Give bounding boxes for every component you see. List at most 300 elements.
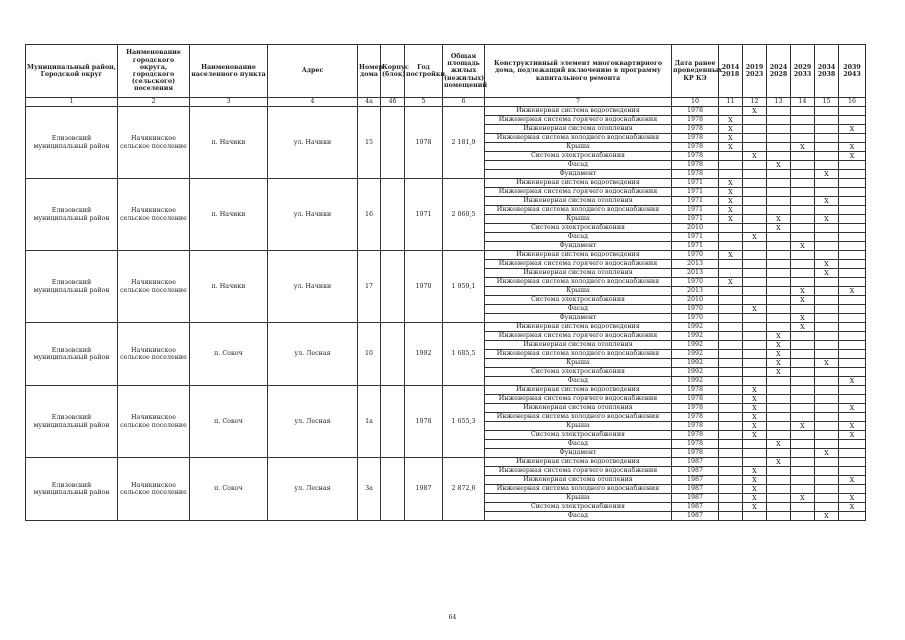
district-cell: Елизовский муниципальный район (26, 251, 118, 323)
previous-repair-date-cell: 1970 (672, 314, 719, 323)
area-cell: 2 060,5 (443, 179, 485, 251)
period-mark-cell: X (839, 476, 866, 485)
period-mark-cell (767, 305, 791, 314)
period-mark-cell (743, 359, 767, 368)
year-built-cell: 1987 (405, 458, 443, 521)
house-number-cell: 10 (358, 323, 381, 386)
period-mark-cell (815, 377, 839, 386)
period-mark-cell (791, 269, 815, 278)
previous-repair-date-cell: 1978 (672, 161, 719, 170)
period-mark-cell (815, 494, 839, 503)
period-mark-cell (719, 431, 743, 440)
previous-repair-date-cell: 1978 (672, 152, 719, 161)
period-mark-cell (767, 260, 791, 269)
previous-repair-date-cell: 1978 (672, 125, 719, 134)
period-mark-cell: X (839, 404, 866, 413)
col-number: 11 (719, 98, 743, 107)
settlement-cell: Начикинское сельское поселение (118, 386, 190, 458)
period-mark-cell (815, 341, 839, 350)
header-block: Корпус (блок) (381, 45, 405, 98)
period-mark-cell: X (743, 386, 767, 395)
year-built-cell: 1978 (405, 386, 443, 458)
period-mark-cell (839, 260, 866, 269)
period-mark-cell (767, 170, 791, 179)
previous-repair-date-cell: 1992 (672, 350, 719, 359)
period-mark-cell (791, 305, 815, 314)
col-number: 14 (791, 98, 815, 107)
period-mark-cell (839, 251, 866, 260)
period-mark-cell: X (791, 296, 815, 305)
period-mark-cell (839, 413, 866, 422)
element-name-cell: Инженерная система горячего водоснабжения (485, 260, 672, 269)
element-name-cell: Фасад (485, 377, 672, 386)
street-cell: ул. Начики (268, 107, 358, 179)
element-name-cell: Инженерная система холодного водоснабжения (485, 134, 672, 143)
element-name-cell: Фундамент (485, 242, 672, 251)
period-mark-cell: X (719, 116, 743, 125)
period-mark-cell (719, 269, 743, 278)
previous-repair-date-cell: 1971 (672, 197, 719, 206)
period-mark-cell: X (743, 476, 767, 485)
period-mark-cell (743, 440, 767, 449)
period-mark-cell (791, 206, 815, 215)
period-mark-cell (815, 143, 839, 152)
period-mark-cell: X (719, 188, 743, 197)
period-mark-cell (839, 224, 866, 233)
previous-repair-date-cell: 1987 (672, 494, 719, 503)
period-mark-cell (743, 269, 767, 278)
street-cell: ул. Лесная (268, 386, 358, 458)
previous-repair-date-cell: 1978 (672, 386, 719, 395)
period-mark-cell: X (791, 143, 815, 152)
col-number: 5 (405, 98, 443, 107)
element-name-cell: Инженерная система горячего водоснабжения (485, 467, 672, 476)
period-mark-cell (767, 395, 791, 404)
period-mark-cell (791, 377, 815, 386)
period-mark-cell (743, 458, 767, 467)
period-mark-cell (719, 494, 743, 503)
previous-repair-date-cell: 1992 (672, 332, 719, 341)
period-mark-cell (767, 494, 791, 503)
block-cell (381, 323, 405, 386)
area-cell: 1 685,5 (443, 323, 485, 386)
period-mark-cell (719, 404, 743, 413)
period-mark-cell (791, 485, 815, 494)
period-mark-cell (815, 134, 839, 143)
period-mark-cell (839, 323, 866, 332)
previous-repair-date-cell: 1987 (672, 512, 719, 521)
period-mark-cell (767, 125, 791, 134)
col-number: 3 (190, 98, 268, 107)
period-mark-cell (815, 314, 839, 323)
period-mark-cell: X (743, 404, 767, 413)
period-mark-cell (791, 341, 815, 350)
table-row (26, 107, 866, 116)
period-mark-cell: X (767, 224, 791, 233)
previous-repair-date-cell: 1978 (672, 134, 719, 143)
house-number-cell: 1а (358, 386, 381, 458)
period-mark-cell (719, 512, 743, 521)
period-mark-cell (815, 467, 839, 476)
period-mark-cell (767, 233, 791, 242)
period-mark-cell (791, 368, 815, 377)
table-row (26, 179, 866, 188)
period-mark-cell (743, 188, 767, 197)
period-mark-cell (839, 395, 866, 404)
period-mark-cell (815, 485, 839, 494)
element-name-cell: Инженерная система водоотведения (485, 386, 672, 395)
period-mark-cell: X (839, 377, 866, 386)
previous-repair-date-cell: 1970 (672, 305, 719, 314)
period-mark-cell (743, 215, 767, 224)
period-mark-cell (767, 116, 791, 125)
period-mark-cell (815, 350, 839, 359)
table-row (26, 251, 866, 260)
period-mark-cell (839, 458, 866, 467)
period-mark-cell: X (767, 440, 791, 449)
table-row (26, 458, 866, 467)
period-mark-cell (719, 233, 743, 242)
locality-cell: п. Начики (190, 107, 268, 179)
period-mark-cell: X (719, 134, 743, 143)
period-mark-cell: X (743, 107, 767, 116)
period-mark-cell (767, 485, 791, 494)
previous-repair-date-cell: 1971 (672, 179, 719, 188)
element-name-cell: Фундамент (485, 314, 672, 323)
period-mark-cell (839, 350, 866, 359)
previous-repair-date-cell: 1987 (672, 467, 719, 476)
period-mark-cell: X (767, 332, 791, 341)
element-name-cell: Инженерная система отопления (485, 125, 672, 134)
previous-repair-date-cell: 1978 (672, 143, 719, 152)
period-mark-cell (743, 350, 767, 359)
period-mark-cell (767, 449, 791, 458)
period-mark-cell (743, 242, 767, 251)
period-mark-cell: X (815, 170, 839, 179)
period-mark-cell (791, 278, 815, 287)
period-mark-cell (815, 413, 839, 422)
column-number-row (26, 98, 866, 107)
header-house-number: Номер дома (358, 45, 381, 98)
period-mark-cell (791, 251, 815, 260)
period-mark-cell (743, 206, 767, 215)
period-mark-cell (815, 107, 839, 116)
period-mark-cell (791, 233, 815, 242)
period-mark-cell (719, 305, 743, 314)
period-mark-cell (839, 188, 866, 197)
period-mark-cell: X (743, 233, 767, 242)
period-mark-cell (839, 134, 866, 143)
element-name-cell: Инженерная система холодного водоснабжения (485, 485, 672, 494)
period-mark-cell (767, 314, 791, 323)
period-mark-cell: X (839, 287, 866, 296)
period-mark-cell (719, 377, 743, 386)
period-mark-cell: X (719, 197, 743, 206)
period-mark-cell (791, 197, 815, 206)
element-name-cell: Крыша (485, 143, 672, 152)
period-mark-cell (743, 377, 767, 386)
col-number: 1 (26, 98, 118, 107)
period-mark-cell (791, 188, 815, 197)
col-number: 15 (815, 98, 839, 107)
period-mark-cell (719, 332, 743, 341)
period-mark-cell (815, 296, 839, 305)
previous-repair-date-cell: 1992 (672, 359, 719, 368)
period-mark-cell (719, 107, 743, 116)
previous-repair-date-cell: 2010 (672, 224, 719, 233)
period-mark-cell (791, 431, 815, 440)
period-mark-cell (815, 332, 839, 341)
period-mark-cell: X (839, 125, 866, 134)
period-mark-cell (743, 332, 767, 341)
period-mark-cell (719, 440, 743, 449)
header-period-2029-2033: 2029 2033 (791, 45, 815, 98)
area-cell: 1 655,3 (443, 386, 485, 458)
period-mark-cell (791, 350, 815, 359)
period-mark-cell (815, 395, 839, 404)
period-mark-cell: X (839, 422, 866, 431)
element-name-cell: Крыша (485, 494, 672, 503)
period-mark-cell (719, 458, 743, 467)
header-period-2024-2028: 2024 2028 (767, 45, 791, 98)
period-mark-cell: X (743, 395, 767, 404)
period-mark-cell: X (743, 485, 767, 494)
period-mark-cell (767, 296, 791, 305)
period-mark-cell: X (719, 179, 743, 188)
previous-repair-date-cell: 2010 (672, 296, 719, 305)
element-name-cell: Система электроснабжения (485, 296, 672, 305)
period-mark-cell (815, 161, 839, 170)
period-mark-cell (791, 179, 815, 188)
period-mark-cell (767, 467, 791, 476)
period-mark-cell (767, 107, 791, 116)
col-number: 4 (268, 98, 358, 107)
previous-repair-date-cell: 1978 (672, 107, 719, 116)
period-mark-cell: X (743, 467, 767, 476)
element-name-cell: Инженерная система отопления (485, 404, 672, 413)
period-mark-cell (791, 215, 815, 224)
year-built-cell: 1970 (405, 251, 443, 323)
period-mark-cell (743, 197, 767, 206)
period-mark-cell (767, 431, 791, 440)
table-row (26, 386, 866, 395)
period-mark-cell (719, 467, 743, 476)
settlement-cell: Начикинское сельское поселение (118, 323, 190, 386)
period-mark-cell (767, 251, 791, 260)
period-mark-cell: X (743, 305, 767, 314)
block-cell (381, 107, 405, 179)
previous-repair-date-cell: 1970 (672, 251, 719, 260)
district-cell: Елизовский муниципальный район (26, 107, 118, 179)
col-number: 12 (743, 98, 767, 107)
period-mark-cell: X (815, 512, 839, 521)
period-mark-cell (767, 413, 791, 422)
header-period-2019-2023: 2019 2023 (743, 45, 767, 98)
period-mark-cell (791, 449, 815, 458)
element-name-cell: Система электроснабжения (485, 503, 672, 512)
element-name-cell: Фундамент (485, 170, 672, 179)
period-mark-cell (767, 278, 791, 287)
period-mark-cell (791, 467, 815, 476)
period-mark-cell: X (839, 431, 866, 440)
period-mark-cell (839, 161, 866, 170)
locality-cell: п. Начики (190, 251, 268, 323)
previous-repair-date-cell: 1987 (672, 503, 719, 512)
period-mark-cell (815, 305, 839, 314)
period-mark-cell (719, 485, 743, 494)
period-mark-cell (839, 332, 866, 341)
element-name-cell: Фундамент (485, 449, 672, 458)
period-mark-cell (743, 134, 767, 143)
period-mark-cell (719, 152, 743, 161)
period-mark-cell (791, 404, 815, 413)
element-name-cell: Инженерная система горячего водоснабжения (485, 116, 672, 125)
header-period-2039-2043: 2039 2043 (839, 45, 866, 98)
table-row (26, 323, 866, 332)
element-name-cell: Инженерная система водоотведения (485, 323, 672, 332)
period-mark-cell: X (815, 197, 839, 206)
period-mark-cell (839, 215, 866, 224)
year-built-cell: 1971 (405, 179, 443, 251)
previous-repair-date-cell: 1978 (672, 449, 719, 458)
period-mark-cell: X (791, 314, 815, 323)
header-district: Муниципальный район, Городской округ (26, 45, 118, 98)
header-structural-element: Конструктивный элемент многоквартирного дома, подлежащий включению в программу капитального ремонта (485, 45, 672, 98)
element-name-cell: Система электроснабжения (485, 152, 672, 161)
period-mark-cell (839, 386, 866, 395)
period-mark-cell (839, 359, 866, 368)
period-mark-cell (815, 125, 839, 134)
period-mark-cell (815, 404, 839, 413)
period-mark-cell (791, 170, 815, 179)
period-mark-cell (791, 512, 815, 521)
period-mark-cell: X (791, 494, 815, 503)
previous-repair-date-cell: 1992 (672, 341, 719, 350)
period-mark-cell (743, 287, 767, 296)
header-area: Общая площадь жилых (нежилых) помещений (443, 45, 485, 98)
period-mark-cell: X (719, 278, 743, 287)
period-mark-cell (791, 161, 815, 170)
period-mark-cell (743, 116, 767, 125)
locality-cell: п. Сокоч (190, 323, 268, 386)
period-mark-cell (815, 233, 839, 242)
period-mark-cell (767, 404, 791, 413)
period-mark-cell (719, 296, 743, 305)
col-number: 6 (443, 98, 485, 107)
element-name-cell: Фасад (485, 440, 672, 449)
previous-repair-date-cell: 1978 (672, 395, 719, 404)
period-mark-cell (719, 170, 743, 179)
period-mark-cell (839, 197, 866, 206)
period-mark-cell (743, 170, 767, 179)
house-number-cell: 17 (358, 251, 381, 323)
period-mark-cell (839, 440, 866, 449)
settlement-cell: Начикинское сельское поселение (118, 458, 190, 521)
period-mark-cell (839, 242, 866, 251)
capital-repair-table (25, 44, 866, 521)
previous-repair-date-cell: 1987 (672, 485, 719, 494)
col-number: 10 (672, 98, 719, 107)
period-mark-cell (815, 116, 839, 125)
period-mark-cell (815, 431, 839, 440)
previous-repair-date-cell: 1971 (672, 233, 719, 242)
period-mark-cell (791, 395, 815, 404)
period-mark-cell (719, 422, 743, 431)
period-mark-cell: X (767, 350, 791, 359)
street-cell: ул. Лесная (268, 458, 358, 521)
period-mark-cell (791, 125, 815, 134)
page-number: 64 (448, 614, 457, 621)
element-name-cell: Крыша (485, 359, 672, 368)
period-mark-cell: X (767, 215, 791, 224)
period-mark-cell (743, 314, 767, 323)
period-mark-cell: X (767, 368, 791, 377)
col-number: 4а (358, 98, 381, 107)
period-mark-cell: X (743, 422, 767, 431)
period-mark-cell (767, 152, 791, 161)
header-period-2034-2038: 2034 2038 (815, 45, 839, 98)
previous-repair-date-cell: 1992 (672, 377, 719, 386)
locality-cell: п. Сокоч (190, 386, 268, 458)
period-mark-cell (791, 503, 815, 512)
period-mark-cell: X (839, 503, 866, 512)
period-mark-cell: X (815, 215, 839, 224)
period-mark-cell: X (815, 449, 839, 458)
period-mark-cell: X (767, 359, 791, 368)
period-mark-cell (815, 206, 839, 215)
block-cell (381, 179, 405, 251)
period-mark-cell (815, 251, 839, 260)
previous-repair-date-cell: 1992 (672, 368, 719, 377)
element-name-cell: Крыша (485, 287, 672, 296)
period-mark-cell (743, 143, 767, 152)
element-name-cell: Система электроснабжения (485, 431, 672, 440)
settlement-cell: Начикинское сельское поселение (118, 107, 190, 179)
previous-repair-date-cell: 1978 (672, 422, 719, 431)
period-mark-cell (815, 458, 839, 467)
period-mark-cell (791, 440, 815, 449)
period-mark-cell (815, 287, 839, 296)
period-mark-cell (839, 170, 866, 179)
period-mark-cell: X (839, 143, 866, 152)
previous-repair-date-cell: 2013 (672, 269, 719, 278)
previous-repair-date-cell: 1970 (672, 278, 719, 287)
period-mark-cell (839, 179, 866, 188)
previous-repair-date-cell: 1987 (672, 476, 719, 485)
element-name-cell: Инженерная система водоотведения (485, 107, 672, 116)
element-name-cell: Система электроснабжения (485, 224, 672, 233)
element-name-cell: Инженерная система отопления (485, 341, 672, 350)
period-mark-cell (719, 350, 743, 359)
period-mark-cell (767, 323, 791, 332)
element-name-cell: Фасад (485, 512, 672, 521)
period-mark-cell: X (719, 143, 743, 152)
period-mark-cell (743, 224, 767, 233)
period-mark-cell (767, 134, 791, 143)
period-mark-cell (839, 116, 866, 125)
previous-repair-date-cell: 1992 (672, 323, 719, 332)
element-name-cell: Система электроснабжения (485, 368, 672, 377)
element-name-cell: Крыша (485, 422, 672, 431)
col-number: 2 (118, 98, 190, 107)
period-mark-cell (719, 395, 743, 404)
period-mark-cell (719, 368, 743, 377)
previous-repair-date-cell: 1971 (672, 206, 719, 215)
period-mark-cell (719, 449, 743, 458)
period-mark-cell (839, 449, 866, 458)
period-mark-cell (743, 512, 767, 521)
district-cell: Елизовский муниципальный район (26, 179, 118, 251)
